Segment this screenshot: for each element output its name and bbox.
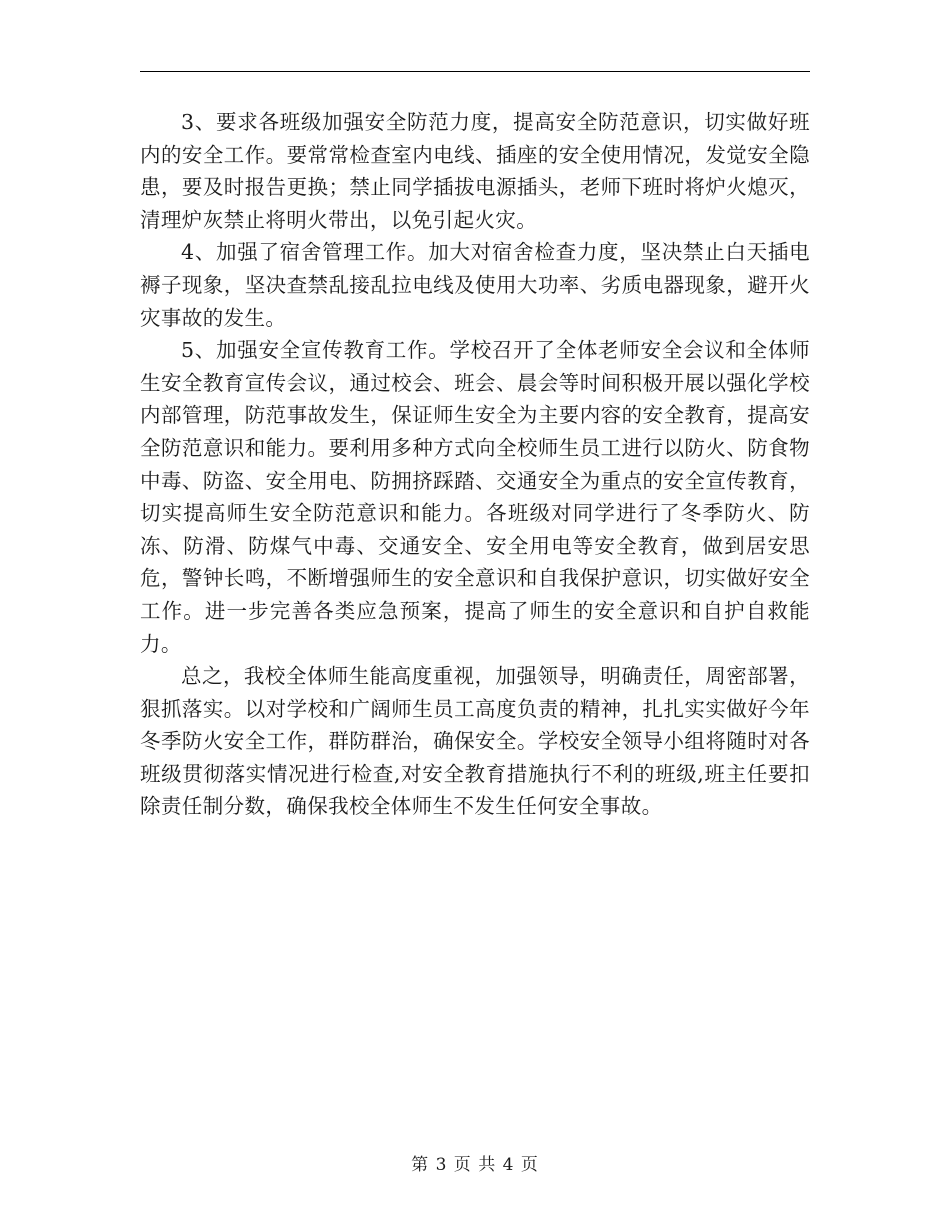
paragraph-item-4: 4、加强了宿舍管理工作。加大对宿舍检查力度，坚决禁止白天插电褥子现象，坚决查禁乱接乱拉电线及使用大功率、劣质电器现象，避开火灾事故的发生。 <box>140 240 810 330</box>
document-body <box>140 106 810 823</box>
paragraph-summary: 总之，我校全体师生能高度重视，加强领导，明确责任，周密部署，狠抓落实。以对学校和广阔师生员工高度负责的精神，扎扎实实做好今年冬季防火安全工作，群防群治，确保安全。学校安全领导小组将随时对各班级贯彻落实情况进行检查,对安全教育措施执行不利的班级,班主任要扣除责任制分数，确保我校全体师生不发生任何安全事故。 <box>140 664 810 819</box>
paragraph-item-5: 5、加强安全宣传教育工作。学校召开了全体老师安全会议和全体师生安全教育宣传会议，通过校会、班会、晨会等时间积极开展以强化学校内部管理，防范事故发生，保证师生安全为主要内容的安全教育，提高安全防范意识和能力。要利用多种方式向全校师生员工进行以防火、防食物中毒、防盗、安全用电、防拥挤踩踏、交通安全为重点的安全宣传教育，切实提高师生安全防范意识和能力。各班级对同学进行了冬季防火、防冻、防滑、防煤气中毒、交通安全、安全用电等安全教育，做到居安思危，警钟长鸣，不断增强师生的安全意识和自我保护意识，切实做好安全工作。进一步完善各类应急预案，提高了师生的安全意识和自护自救能力。 <box>140 338 810 656</box>
page-footer <box>0 1154 950 1176</box>
paragraph-item-3: 3、要求各班级加强安全防范力度，提高安全防范意识，切实做好班内的安全工作。要常常检查室内电线、插座的安全使用情况，发觉安全隐患，要及时报告更换；禁止同学插拔电源插头，老师下班时将炉火熄灭，清理炉灰禁止将明火带出，以免引起火灾。 <box>140 110 810 232</box>
page-number: 第 3 页 共 4 页 <box>411 1155 539 1175</box>
header-rule <box>140 71 810 72</box>
